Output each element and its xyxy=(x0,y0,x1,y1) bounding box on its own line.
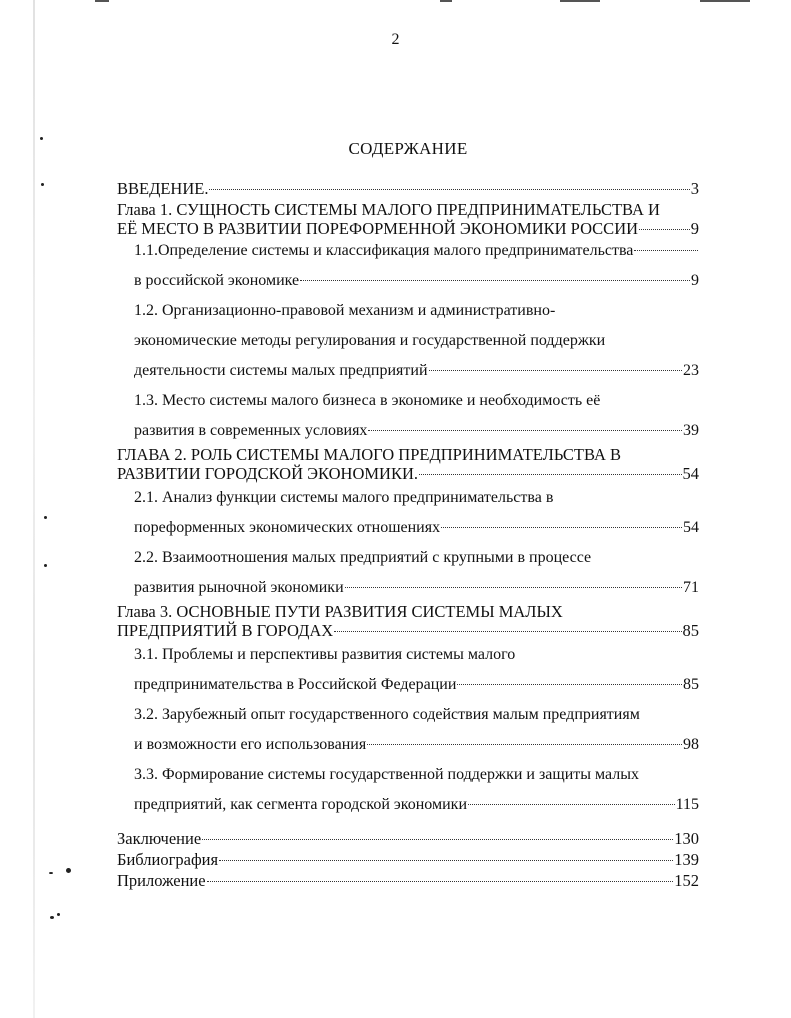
scan-speck xyxy=(50,916,54,919)
scan-speck xyxy=(57,913,60,916)
scan-mark xyxy=(560,0,600,2)
dot-leader xyxy=(368,430,682,431)
toc-entry-appendix[interactable] xyxy=(117,870,699,891)
scan-speck xyxy=(66,868,71,873)
toc-page-number: 85 xyxy=(683,676,699,693)
toc-page-number: 54 xyxy=(683,519,699,536)
toc-page-number: 152 xyxy=(674,871,699,890)
toc-chapter-3[interactable] xyxy=(117,602,699,640)
table-of-contents xyxy=(117,178,699,891)
toc-section-3-3[interactable] xyxy=(117,760,699,820)
toc-entry-label: Заключение xyxy=(117,829,202,848)
scan-mark xyxy=(440,0,452,2)
toc-section-label: предприятий, как сегмента городской экономики xyxy=(134,796,468,813)
toc-entry-label: Приложение xyxy=(117,871,206,890)
toc-section-1-3[interactable] xyxy=(117,386,699,446)
toc-page-number: 130 xyxy=(674,829,699,848)
toc-chapter-1[interactable] xyxy=(117,200,699,238)
toc-section-label: экономические методы регулирования и государственной поддержки xyxy=(134,332,606,349)
toc-chapter-heading: Глава 3. ОСНОВНЫЕ ПУТИ РАЗВИТИЯ СИСТЕМЫ МАЛЫХ xyxy=(117,602,563,621)
toc-entry-bibliography[interactable] xyxy=(117,849,699,870)
dot-leader xyxy=(300,280,690,281)
scan-speck xyxy=(44,516,47,519)
dot-leader xyxy=(639,229,690,230)
toc-section-label: пореформенных экономических отношениях xyxy=(134,519,441,536)
scan-speck xyxy=(41,183,44,186)
scan-speck xyxy=(44,564,47,567)
toc-section-label: 3.1. Проблемы и перспективы развития системы малого xyxy=(134,646,516,663)
toc-page-number: 98 xyxy=(683,736,699,753)
scan-speck xyxy=(49,872,53,874)
toc-entry-introduction[interactable] xyxy=(117,178,699,200)
scan-edge-line xyxy=(33,0,35,1018)
toc-section-label: 3.2. Зарубежный опыт государственного содействия малым предприятиям xyxy=(134,706,640,723)
toc-section-label: 2.2. Взаимоотношения малых предприятий с крупными в процессе xyxy=(134,549,592,566)
toc-page-number: 139 xyxy=(674,850,699,869)
toc-page-number: 9 xyxy=(690,219,699,238)
toc-section-1-2[interactable] xyxy=(117,296,699,386)
dot-leader xyxy=(457,684,682,685)
toc-chapter-2[interactable] xyxy=(117,445,699,483)
toc-entry-conclusion[interactable] xyxy=(117,828,699,849)
toc-section-2-1[interactable] xyxy=(117,483,699,543)
toc-page-number: 54 xyxy=(682,464,699,483)
dot-leader xyxy=(367,744,682,745)
toc-chapter-heading: РАЗВИТИИ ГОРОДСКОЙ ЭКОНОМИКИ. xyxy=(117,464,418,483)
toc-section-2-2[interactable] xyxy=(117,543,699,603)
toc-page-number: 115 xyxy=(675,796,699,813)
toc-section-label: 1.1.Определение системы и классификация малого предпринимательства xyxy=(134,242,634,259)
dot-leader xyxy=(441,527,682,528)
dot-leader xyxy=(209,189,689,190)
toc-page-number: 39 xyxy=(683,422,699,439)
toc-entry-label: Библиография xyxy=(117,850,219,869)
toc-page-number: 3 xyxy=(690,179,699,198)
toc-section-label: деятельности системы малых предприятий xyxy=(134,362,428,379)
toc-chapter-heading: ГЛАВА 2. РОЛЬ СИСТЕМЫ МАЛОГО ПРЕДПРИНИМАТЕЛЬСТВА В xyxy=(117,445,621,464)
toc-section-3-2[interactable] xyxy=(117,700,699,760)
toc-section-label: и возможности его использования xyxy=(134,736,367,753)
dot-leader xyxy=(202,839,673,840)
dot-leader xyxy=(334,631,681,632)
dot-leader xyxy=(345,587,682,588)
toc-page-number: 23 xyxy=(683,362,699,379)
dot-leader xyxy=(634,250,698,251)
dot-leader xyxy=(429,370,682,371)
dot-leader xyxy=(419,474,682,475)
page-title: СОДЕРЖАНИЕ xyxy=(348,139,468,158)
toc-section-label: в российской экономике xyxy=(134,272,300,289)
dot-leader xyxy=(219,860,673,861)
scan-mark xyxy=(700,0,750,2)
scan-mark xyxy=(95,0,109,2)
dot-leader xyxy=(207,881,674,882)
toc-section-label: 1.2. Организационно-правовой механизм и административно- xyxy=(134,302,556,319)
toc-chapter-heading: ЕЁ МЕСТО В РАЗВИТИИ ПОРЕФОРМЕННОЙ ЭКОНОМИКИ РОССИИ xyxy=(117,219,639,238)
toc-section-3-1[interactable] xyxy=(117,640,699,700)
toc-page-number: 71 xyxy=(683,579,699,596)
toc-section-label: развития в современных условиях xyxy=(134,422,368,439)
dot-leader xyxy=(468,804,675,805)
toc-chapter-heading: ПРЕДПРИЯТИЙ В ГОРОДАХ xyxy=(117,621,334,640)
scan-speck xyxy=(40,137,43,140)
toc-section-label: предпринимательства в Российской Федерации xyxy=(134,676,457,693)
toc-section-label: 3.3. Формирование системы государственной поддержки и защиты малых xyxy=(134,766,639,783)
toc-entry-label: ВВЕДЕНИЕ. xyxy=(117,179,209,198)
toc-page-number: 85 xyxy=(682,621,699,640)
toc-section-label: 1.3. Место системы малого бизнеса в экономике и необходимость её xyxy=(134,392,601,409)
toc-section-label: развития рыночной экономики xyxy=(134,579,344,596)
toc-section-1-1[interactable] xyxy=(117,236,699,296)
page-number: 2 xyxy=(391,31,400,48)
toc-section-label: 2.1. Анализ функции системы малого предпринимательства в xyxy=(134,489,554,506)
toc-chapter-heading: Глава 1. СУЩНОСТЬ СИСТЕМЫ МАЛОГО ПРЕДПРИНИМАТЕЛЬСТВА И xyxy=(117,200,660,219)
toc-page-number: 9 xyxy=(691,272,699,289)
